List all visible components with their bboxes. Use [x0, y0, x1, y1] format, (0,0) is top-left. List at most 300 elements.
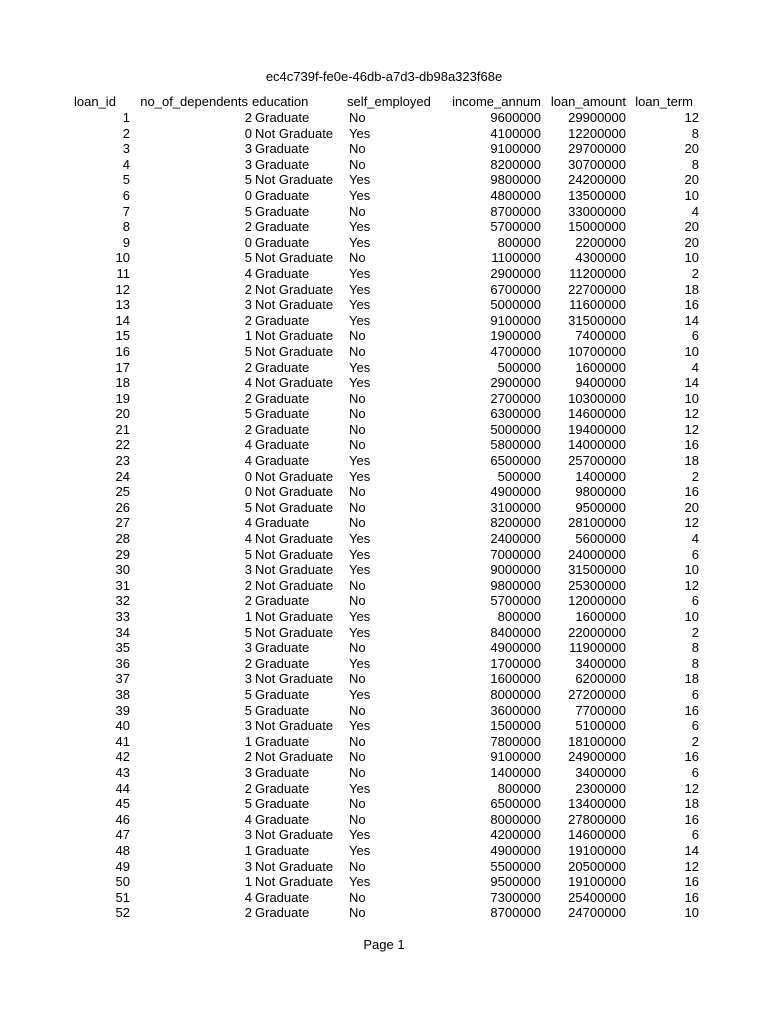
loan-id-cell: 22 [115, 437, 130, 453]
dependents-cell: 2 [244, 359, 252, 375]
loan-term-cell: 20 [684, 141, 699, 157]
education-cell: Graduate [255, 796, 310, 812]
loan-amount-cell: 11600000 [569, 297, 626, 313]
education-cell: Not Graduate [255, 297, 334, 313]
loan-id-cell: 42 [115, 749, 130, 765]
dependents-cell: 4 [244, 889, 252, 905]
income-annum-cell: 5700000 [490, 593, 541, 609]
self-employed-cell: No [349, 577, 366, 593]
dependents-cell: 3 [244, 827, 252, 843]
self-employed-cell: Yes [349, 375, 371, 391]
education-cell: Not Graduate [255, 499, 334, 515]
dependents-cell: 5 [244, 796, 252, 812]
table-row [70, 749, 699, 765]
loan-amount-cell: 1400000 [575, 468, 626, 484]
loan-term-cell: 20 [684, 499, 699, 515]
table-row [70, 188, 699, 204]
loan-id-cell: 15 [115, 328, 130, 344]
loan-id-cell: 8 [122, 219, 130, 235]
dependents-cell: 4 [244, 437, 252, 453]
loan-amount-cell: 12000000 [568, 593, 626, 609]
dependents-cell: 2 [244, 593, 252, 609]
loan-id-cell: 12 [115, 281, 130, 297]
dependents-cell: 3 [244, 718, 252, 734]
loan-amount-cell: 13400000 [568, 796, 626, 812]
loan-term-cell: 18 [684, 453, 699, 469]
table-row [70, 843, 699, 859]
self-employed-cell: No [349, 250, 366, 266]
dependents-cell: 5 [244, 406, 252, 422]
self-employed-cell: Yes [349, 187, 371, 203]
income-annum-cell: 5000000 [490, 421, 541, 437]
income-annum-cell: 8400000 [490, 624, 541, 640]
dependents-cell: 3 [244, 156, 252, 172]
loan-amount-cell: 2300000 [575, 780, 626, 796]
dependents-cell: 3 [244, 640, 252, 656]
loan-amount-cell: 11200000 [569, 265, 626, 281]
table-row [70, 656, 699, 672]
income-annum-cell: 1700000 [490, 655, 541, 671]
education-cell: Not Graduate [255, 281, 334, 297]
loan-term-cell: 8 [691, 156, 699, 172]
loan-term-cell: 2 [691, 265, 699, 281]
dependents-cell: 5 [244, 624, 252, 640]
header-education: education [252, 94, 309, 109]
loan-id-cell: 19 [115, 390, 130, 406]
income-annum-cell: 3600000 [490, 702, 541, 718]
dependents-cell: 5 [244, 499, 252, 515]
dependents-cell: 3 [244, 297, 252, 313]
dependents-cell: 3 [244, 562, 252, 578]
loan-amount-cell: 14000000 [568, 437, 626, 453]
loan-amount-cell: 24700000 [568, 905, 626, 921]
self-employed-cell: Yes [349, 297, 371, 313]
education-cell: Not Graduate [255, 125, 334, 141]
table-row [70, 703, 699, 719]
education-cell: Not Graduate [255, 546, 334, 562]
loan-term-cell: 6 [691, 764, 699, 780]
loan-id-cell: 50 [115, 874, 130, 890]
loan-term-cell: 16 [684, 811, 699, 827]
income-annum-cell: 4200000 [490, 827, 541, 843]
dependents-cell: 0 [244, 125, 252, 141]
loan-term-cell: 12 [684, 406, 699, 422]
table-row [70, 500, 699, 516]
loan-term-cell: 16 [684, 484, 699, 500]
loan-id-cell: 29 [115, 546, 130, 562]
loan-id-cell: 24 [115, 468, 130, 484]
self-employed-cell: Yes [349, 125, 371, 141]
income-annum-cell: 2900000 [490, 265, 541, 281]
loan-id-cell: 41 [115, 733, 130, 749]
self-employed-cell: Yes [349, 624, 371, 640]
dependents-cell: 1 [244, 842, 252, 858]
table-row [70, 437, 699, 453]
education-cell: Graduate [255, 686, 310, 702]
income-annum-cell: 3100000 [490, 499, 541, 515]
dependents-cell: 0 [244, 187, 252, 203]
loan-id-cell: 48 [115, 842, 130, 858]
income-annum-cell: 9500000 [490, 874, 541, 890]
income-annum-cell: 8000000 [490, 686, 541, 702]
dependents-cell: 1 [244, 733, 252, 749]
loan-term-cell: 12 [684, 780, 699, 796]
education-cell: Graduate [255, 905, 310, 921]
dependents-cell: 2 [244, 421, 252, 437]
table-row [70, 859, 699, 875]
self-employed-cell: No [349, 796, 366, 812]
income-annum-cell: 800000 [497, 234, 541, 250]
loan-term-cell: 8 [691, 655, 699, 671]
loan-term-cell: 14 [684, 375, 699, 391]
education-cell: Not Graduate [255, 827, 334, 843]
table-row [70, 126, 699, 142]
income-annum-cell: 1600000 [490, 671, 541, 687]
loan-amount-cell: 11900000 [569, 640, 626, 656]
dependents-cell: 5 [244, 702, 252, 718]
education-cell: Not Graduate [255, 749, 334, 765]
loan-term-cell: 12 [684, 421, 699, 437]
self-employed-cell: No [349, 749, 366, 765]
table-row [70, 562, 699, 578]
table-row [70, 328, 699, 344]
education-cell: Not Graduate [255, 609, 334, 624]
income-annum-cell: 5000000 [490, 297, 541, 313]
self-employed-cell: Yes [349, 718, 371, 734]
education-cell: Graduate [255, 655, 310, 671]
table-row [70, 344, 699, 360]
loan-amount-cell: 4300000 [575, 250, 626, 266]
income-annum-cell: 8000000 [490, 811, 541, 827]
loan-id-cell: 14 [115, 312, 130, 328]
loan-amount-cell: 31500000 [568, 562, 626, 578]
loan-term-cell: 4 [691, 203, 699, 219]
table-row [70, 157, 699, 173]
self-employed-cell: No [349, 905, 366, 921]
loan-id-cell: 13 [115, 297, 130, 313]
loan-term-cell: 16 [684, 889, 699, 905]
loan-amount-cell: 31500000 [568, 312, 626, 328]
table-row [70, 609, 699, 625]
education-cell: Graduate [255, 889, 310, 905]
dependents-cell: 1 [244, 328, 252, 344]
self-employed-cell: Yes [349, 468, 371, 484]
loan-term-cell: 2 [691, 468, 699, 484]
loan-id-cell: 2 [122, 125, 130, 141]
income-annum-cell: 500000 [497, 468, 541, 484]
loan-data-table [70, 93, 699, 921]
income-annum-cell: 9100000 [490, 312, 541, 328]
self-employed-cell: No [349, 515, 366, 531]
dependents-cell: 2 [244, 312, 252, 328]
self-employed-cell: No [349, 437, 366, 453]
loan-amount-cell: 27800000 [568, 811, 626, 827]
table-row [70, 406, 699, 422]
loan-id-cell: 52 [115, 905, 130, 921]
table-row [70, 547, 699, 563]
table-row [70, 484, 699, 500]
loan-term-cell: 16 [684, 874, 699, 890]
loan-amount-cell: 5600000 [575, 531, 626, 547]
loan-id-cell: 3 [122, 141, 130, 157]
loan-amount-cell: 24200000 [568, 172, 626, 188]
income-annum-cell: 800000 [497, 780, 541, 796]
education-cell: Graduate [255, 593, 310, 609]
loan-term-cell: 10 [684, 562, 699, 578]
loan-term-cell: 14 [684, 312, 699, 328]
self-employed-cell: No [349, 406, 366, 422]
self-employed-cell: No [349, 764, 366, 780]
self-employed-cell: Yes [349, 265, 371, 281]
education-cell: Graduate [255, 421, 310, 437]
loan-term-cell: 14 [684, 842, 699, 858]
dependents-cell: 5 [244, 686, 252, 702]
table-row [70, 141, 699, 157]
education-cell: Graduate [255, 702, 310, 718]
loan-id-cell: 35 [115, 640, 130, 656]
loan-id-cell: 10 [115, 250, 130, 266]
self-employed-cell: Yes [349, 827, 371, 843]
dependents-cell: 4 [244, 375, 252, 391]
loan-amount-cell: 1600000 [575, 609, 626, 624]
table-row [70, 905, 699, 921]
income-annum-cell: 800000 [497, 609, 541, 624]
loan-id-cell: 26 [115, 499, 130, 515]
table-row [70, 578, 699, 594]
loan-term-cell: 6 [691, 718, 699, 734]
education-cell: Graduate [255, 141, 310, 157]
loan-term-cell: 20 [684, 172, 699, 188]
education-cell: Graduate [255, 515, 310, 531]
education-cell: Graduate [255, 390, 310, 406]
education-cell: Graduate [255, 219, 310, 235]
loan-amount-cell: 19100000 [568, 842, 626, 858]
table-row [70, 453, 699, 469]
loan-term-cell: 12 [684, 110, 699, 125]
loan-id-cell: 45 [115, 796, 130, 812]
self-employed-cell: Yes [349, 312, 371, 328]
self-employed-cell: Yes [349, 531, 371, 547]
loan-id-cell: 9 [122, 234, 130, 250]
dependents-cell: 2 [244, 219, 252, 235]
self-employed-cell: Yes [349, 562, 371, 578]
dependents-cell: 1 [244, 609, 252, 624]
education-cell: Graduate [255, 265, 310, 281]
self-employed-cell: No [349, 141, 366, 157]
header-no-of-dependents: no_of_dependents [140, 94, 248, 109]
loan-term-cell: 6 [691, 827, 699, 843]
table-row [70, 874, 699, 890]
self-employed-cell: Yes [349, 453, 371, 469]
loan-term-cell: 8 [691, 125, 699, 141]
loan-id-cell: 20 [115, 406, 130, 422]
income-annum-cell: 9800000 [490, 172, 541, 188]
loan-id-cell: 30 [115, 562, 130, 578]
table-row [70, 110, 699, 126]
dependents-cell: 2 [244, 655, 252, 671]
loan-term-cell: 4 [691, 359, 699, 375]
loan-amount-cell: 24900000 [568, 749, 626, 765]
self-employed-cell: No [349, 702, 366, 718]
table-row [70, 266, 699, 282]
dependents-cell: 2 [244, 390, 252, 406]
loan-amount-cell: 9800000 [575, 484, 626, 500]
education-cell: Graduate [255, 359, 310, 375]
income-annum-cell: 8200000 [490, 515, 541, 531]
self-employed-cell: No [349, 499, 366, 515]
education-cell: Not Graduate [255, 328, 334, 344]
loan-amount-cell: 20500000 [568, 858, 626, 874]
dependents-cell: 3 [244, 671, 252, 687]
loan-term-cell: 10 [684, 905, 699, 921]
table-row [70, 765, 699, 781]
table-row [70, 172, 699, 188]
table-row [70, 250, 699, 266]
income-annum-cell: 5800000 [490, 437, 541, 453]
table-row [70, 687, 699, 703]
loan-term-cell: 6 [691, 593, 699, 609]
table-header [70, 93, 699, 110]
loan-id-cell: 51 [115, 889, 130, 905]
loan-amount-cell: 9400000 [575, 375, 626, 391]
income-annum-cell: 8700000 [490, 905, 541, 921]
loan-amount-cell: 14600000 [568, 406, 626, 422]
self-employed-cell: No [349, 811, 366, 827]
loan-term-cell: 16 [684, 702, 699, 718]
loan-id-cell: 37 [115, 671, 130, 687]
income-annum-cell: 9100000 [490, 141, 541, 157]
self-employed-cell: Yes [349, 172, 371, 188]
dependents-cell: 3 [244, 858, 252, 874]
self-employed-cell: Yes [349, 842, 371, 858]
dependents-cell: 2 [244, 577, 252, 593]
income-annum-cell: 7300000 [490, 889, 541, 905]
dependents-cell: 4 [244, 811, 252, 827]
income-annum-cell: 4100000 [490, 125, 541, 141]
table-row [70, 469, 699, 485]
loan-term-cell: 10 [684, 390, 699, 406]
table-row [70, 827, 699, 843]
loan-amount-cell: 3400000 [575, 764, 626, 780]
dependents-cell: 5 [244, 250, 252, 266]
loan-id-cell: 46 [115, 811, 130, 827]
dependents-cell: 5 [244, 546, 252, 562]
table-row [70, 718, 699, 734]
education-cell: Graduate [255, 156, 310, 172]
loan-amount-cell: 19400000 [568, 421, 626, 437]
loan-amount-cell: 10300000 [568, 390, 626, 406]
income-annum-cell: 2700000 [490, 390, 541, 406]
loan-id-cell: 34 [115, 624, 130, 640]
table-row [70, 219, 699, 235]
loan-id-cell: 28 [115, 531, 130, 547]
loan-id-cell: 44 [115, 780, 130, 796]
education-cell: Graduate [255, 312, 310, 328]
table-row [70, 360, 699, 376]
loan-term-cell: 8 [691, 640, 699, 656]
loan-term-cell: 20 [684, 234, 699, 250]
loan-id-cell: 36 [115, 655, 130, 671]
income-annum-cell: 9000000 [490, 562, 541, 578]
dependents-cell: 2 [244, 749, 252, 765]
loan-term-cell: 18 [684, 281, 699, 297]
income-annum-cell: 4900000 [490, 640, 541, 656]
self-employed-cell: No [349, 390, 366, 406]
income-annum-cell: 8700000 [490, 203, 541, 219]
income-annum-cell: 6300000 [490, 406, 541, 422]
loan-id-cell: 21 [115, 421, 130, 437]
income-annum-cell: 4800000 [490, 187, 541, 203]
loan-id-cell: 31 [115, 577, 130, 593]
self-employed-cell: No [349, 671, 366, 687]
self-employed-cell: No [349, 156, 366, 172]
loan-term-cell: 4 [691, 531, 699, 547]
header-row [70, 93, 699, 110]
table-row [70, 796, 699, 812]
table-row [70, 671, 699, 687]
dependents-cell: 2 [244, 780, 252, 796]
loan-amount-cell: 10700000 [568, 343, 626, 359]
income-annum-cell: 9800000 [490, 577, 541, 593]
loan-amount-cell: 12200000 [568, 125, 626, 141]
loan-amount-cell: 13500000 [568, 187, 626, 203]
self-employed-cell: No [349, 640, 366, 656]
income-annum-cell: 7800000 [490, 733, 541, 749]
loan-term-cell: 10 [684, 187, 699, 203]
loan-id-cell: 39 [115, 702, 130, 718]
education-cell: Graduate [255, 203, 310, 219]
document-title: ec4c739f-fe0e-46db-a7d3-db98a323f68e [265, 69, 503, 84]
self-employed-cell: No [349, 889, 366, 905]
loan-amount-cell: 27200000 [568, 686, 626, 702]
dependents-cell: 2 [244, 905, 252, 921]
table-row [70, 734, 699, 750]
table-row [70, 890, 699, 906]
loan-term-cell: 12 [684, 858, 699, 874]
income-annum-cell: 8200000 [490, 156, 541, 172]
loan-id-cell: 7 [122, 203, 130, 219]
education-cell: Graduate [255, 780, 310, 796]
education-cell: Not Graduate [255, 874, 334, 890]
self-employed-cell: No [349, 593, 366, 609]
self-employed-cell: No [349, 203, 366, 219]
loan-amount-cell: 7400000 [575, 328, 626, 344]
loan-term-cell: 10 [684, 609, 699, 624]
loan-id-cell: 27 [115, 515, 130, 531]
header-self-employed: self_employed [347, 94, 431, 109]
self-employed-cell: Yes [349, 359, 371, 375]
dependents-cell: 4 [244, 453, 252, 469]
loan-amount-cell: 9500000 [575, 499, 626, 515]
loan-amount-cell: 22700000 [568, 281, 626, 297]
loan-id-cell: 49 [115, 858, 130, 874]
self-employed-cell: Yes [349, 686, 371, 702]
loan-term-cell: 6 [691, 546, 699, 562]
income-annum-cell: 1900000 [490, 328, 541, 344]
education-cell: Not Graduate [255, 624, 334, 640]
table-row [70, 282, 699, 298]
table-row [70, 515, 699, 531]
self-employed-cell: Yes [349, 234, 371, 250]
self-employed-cell: Yes [349, 219, 371, 235]
dependents-cell: 0 [244, 484, 252, 500]
dependents-cell: 2 [244, 281, 252, 297]
table-body [70, 110, 699, 921]
education-cell: Not Graduate [255, 250, 334, 266]
table-row [70, 235, 699, 251]
dependents-cell: 5 [244, 203, 252, 219]
dependents-cell: 0 [244, 234, 252, 250]
